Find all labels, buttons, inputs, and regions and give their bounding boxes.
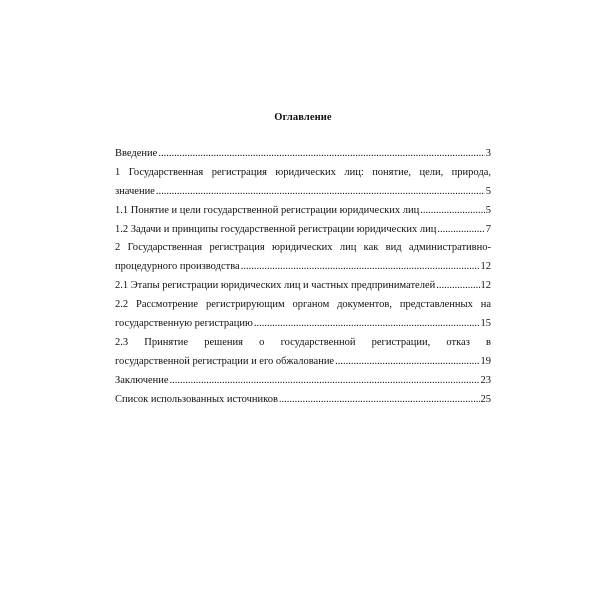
toc-entry-1-1 xyxy=(115,202,491,221)
toc-leader-dots xyxy=(170,372,480,391)
toc-entry-text: Заключение xyxy=(115,374,169,386)
toc-leader-dots xyxy=(254,315,480,334)
toc-entry-references xyxy=(115,391,491,410)
toc-page-number: 12 xyxy=(480,261,491,273)
toc-page-number: 5 xyxy=(485,204,491,216)
toc-entry-text: значение xyxy=(115,185,155,197)
toc-entry-text: государственной регистрации и его обжалование xyxy=(115,355,335,367)
toc-entry-introduction xyxy=(115,145,491,164)
toc-page-number: 12 xyxy=(480,280,491,292)
toc-entry-text: Введение xyxy=(115,148,158,159)
toc-page-number: 7 xyxy=(485,223,491,235)
toc-leader-dots xyxy=(436,277,479,296)
toc-page-number: 3 xyxy=(485,148,491,159)
toc-leader-dots xyxy=(335,353,479,372)
toc-page-number: 19 xyxy=(480,355,491,367)
toc-entry-text: государственную регистрацию xyxy=(115,318,253,330)
toc-entry-text: 2.1 Этапы регистрации юридических лиц и частных предпринимателей xyxy=(115,280,436,292)
toc-leader-dots xyxy=(279,391,480,410)
toc-entry-2-3 xyxy=(115,353,491,372)
toc-entry-1-2 xyxy=(115,221,491,240)
table-of-contents xyxy=(115,145,491,409)
toc-entry-2-2 xyxy=(115,315,491,334)
toc-entry-text: 1.2 Задачи и принципы государственной регистрации юридических лиц xyxy=(115,223,437,235)
toc-title: Оглавление xyxy=(274,112,332,123)
toc-leader-dots xyxy=(241,258,480,277)
toc-leader-dots xyxy=(420,202,485,221)
toc-entry-chapter-2 xyxy=(115,258,491,277)
toc-entry-text: Список использованных источников xyxy=(115,393,278,405)
toc-entry-2-1 xyxy=(115,277,491,296)
toc-entry-2-3-line1: 2.3 Принятие решения о государственной регистрации, отказ в xyxy=(115,336,491,348)
toc-entry-text: процедурного производства xyxy=(115,261,240,273)
toc-entry-chapter-2-line1: 2 Государственная регистрация юридических лиц как вид административно- xyxy=(115,242,491,254)
toc-entry-2-2-line1: 2.2 Рассмотрение регистрирующим органом документов, представленных на xyxy=(115,299,491,311)
toc-entry-text: 1.1 Понятие и цели государственной регистрации юридических лиц xyxy=(115,204,420,216)
toc-entry-chapter-1 xyxy=(115,183,491,202)
toc-entry-chapter-1-line1: 1 Государственная регистрация юридических лиц: понятие, цели, природа, xyxy=(115,166,491,178)
toc-leader-dots xyxy=(156,183,485,202)
toc-page-number: 23 xyxy=(480,374,491,386)
toc-leader-dots xyxy=(437,221,484,240)
toc-page-number: 5 xyxy=(485,185,491,197)
toc-page-number: 25 xyxy=(480,393,491,405)
toc-page-number: 15 xyxy=(480,318,491,330)
toc-entry-conclusion xyxy=(115,372,491,391)
toc-leader-dots xyxy=(158,145,484,164)
